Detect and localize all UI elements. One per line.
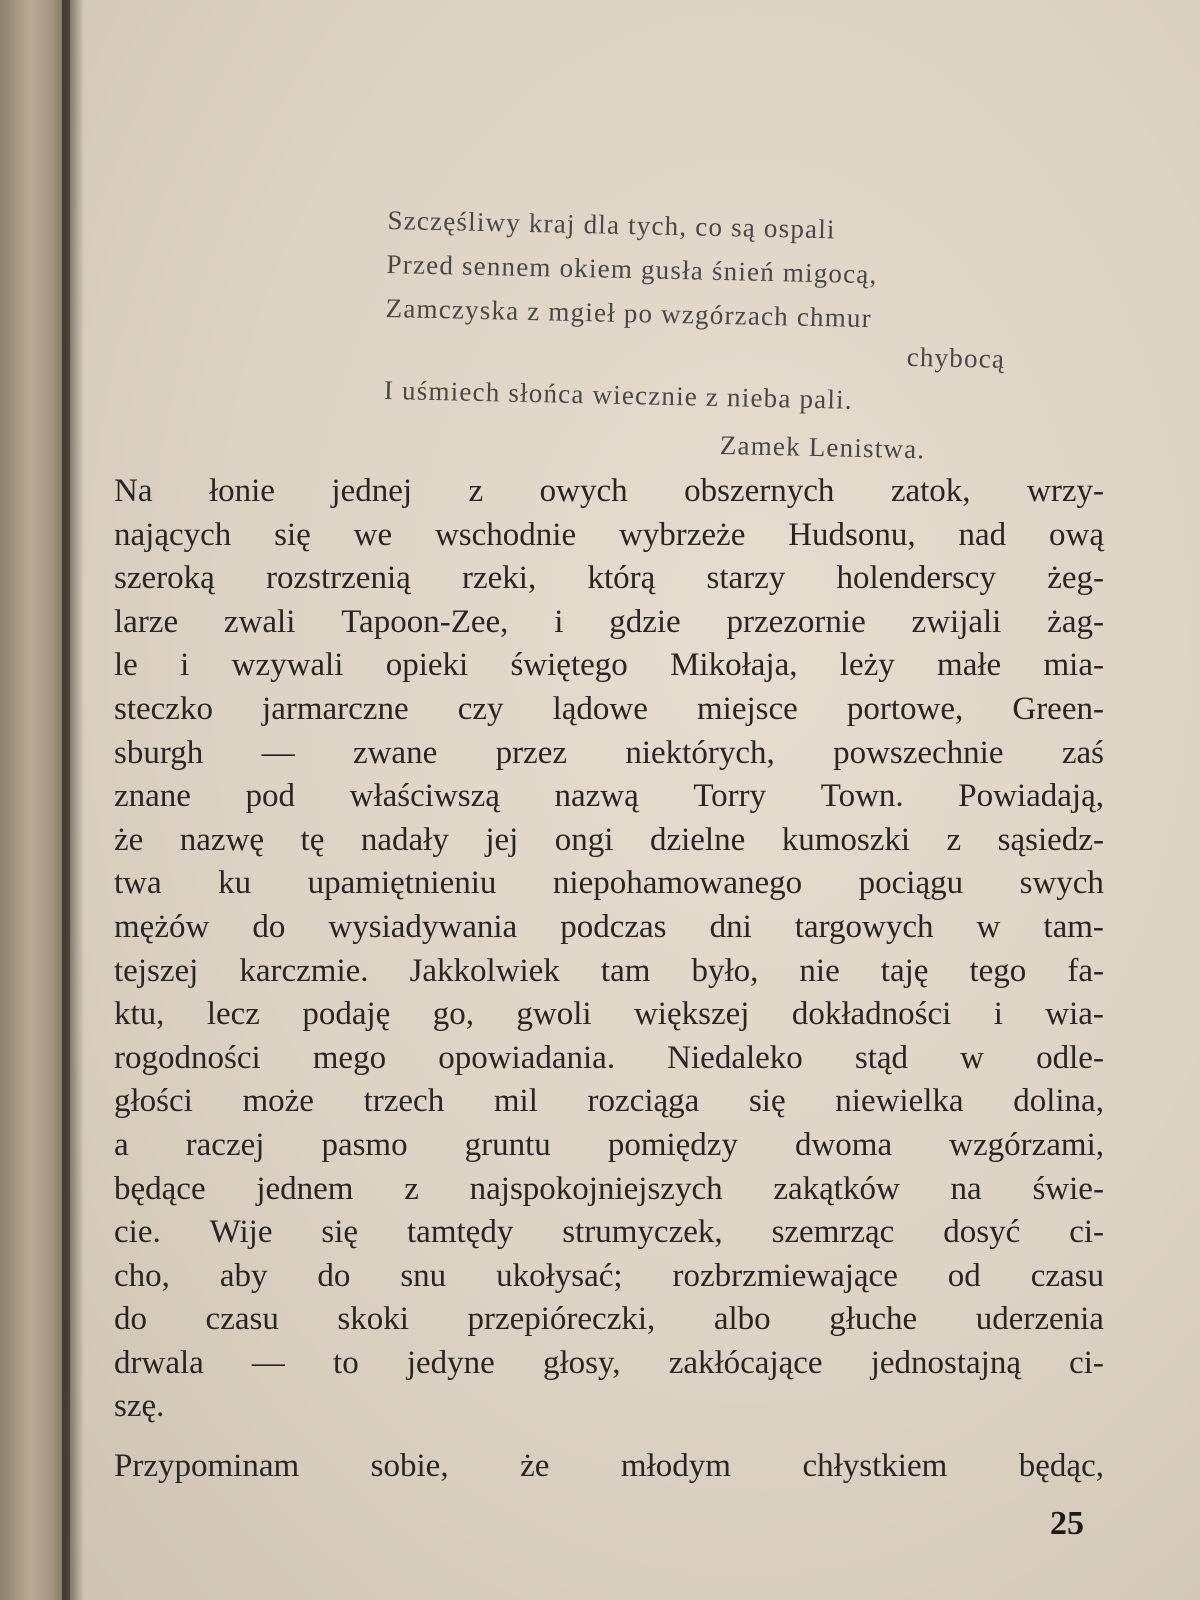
text-line: szę. xyxy=(114,1388,165,1425)
text-line: głości może trzech mil rozciąga się niewielka dolina, xyxy=(114,1083,1104,1120)
body-text xyxy=(114,470,1104,1489)
text-line: le i wzywali opieki świętego Mikołaja, leży małe mia- xyxy=(114,647,1104,684)
text-line: znane pod właściwszą nazwą Torry Town. Powiadają, xyxy=(114,778,1104,815)
text-line: sburgh — zwane przez niektórych, powszechnie zaś xyxy=(114,734,1104,771)
epigraph-line: I uśmiech słońca wiecznie z nieba pali. xyxy=(383,374,854,415)
text-line: tejszej karczmie. Jakkolwiek tam było, nie taję tego fa- xyxy=(114,952,1104,989)
page-number: 25 xyxy=(1050,1505,1084,1542)
text-line: Przypominam sobie, że młodym chłystkiem będąc, xyxy=(114,1448,1104,1485)
text-line: larze zwali Tapoon-Zee, i gdzie przezornie zwijali żag- xyxy=(114,603,1104,640)
text-line: do czasu skoki przepióreczki, albo głuche uderzenia xyxy=(114,1301,1104,1338)
text-line: steczko jarmarczne czy lądowe miejsce portowe, Green- xyxy=(114,690,1104,727)
epigraph-line: chybocą xyxy=(906,341,1006,374)
text-line: a raczej pasmo gruntu pomiędzy dwoma wzgórzami, xyxy=(114,1126,1104,1163)
text-line: szeroką rozstrzenią rzeki, którą starzy holenderscy żeg- xyxy=(114,560,1104,597)
text-line: będące jednem z najspokojniejszych zakątków na świe- xyxy=(114,1170,1104,1207)
epigraph-line: Przed sennem okiem gusła śnień migocą, xyxy=(386,248,878,290)
book-page xyxy=(70,0,1200,1600)
epigraph-line: Zamczyska z mgieł po wzgórzach chmur xyxy=(385,292,873,334)
text-line: cho, aby do snu ukołysać; rozbrzmiewające od czasu xyxy=(114,1257,1104,1294)
epigraph xyxy=(383,198,1088,475)
paragraph-2 xyxy=(114,1445,1104,1489)
epigraph-source: Zamek Lenistwa. xyxy=(719,430,926,465)
left-page-edge xyxy=(0,0,70,1600)
text-line: rogodności mego opowiadania. Niedaleko stąd w odle- xyxy=(114,1039,1104,1076)
paragraph-gap xyxy=(114,1429,1104,1445)
epigraph-line: Szczęśliwy kraj dla tych, co są ospali xyxy=(387,204,836,245)
text-line: nających się we wschodnie wybrzeże Hudsonu, nad ową xyxy=(114,516,1104,553)
paragraph-1 xyxy=(114,470,1104,1429)
text-line: drwala — to jedyne głosy, zakłócające jednostajną ci- xyxy=(114,1344,1104,1381)
text-line: że nazwę tę nadały jej ongi dzielne kumoszki z sąsiedz- xyxy=(114,821,1104,858)
text-line: cie. Wije się tamtędy strumyczek, szemrząc dosyć ci- xyxy=(114,1214,1104,1251)
text-line: mężów do wysiadywania podczas dni targowych w tam- xyxy=(114,908,1104,945)
text-line: ktu, lecz podaję go, gwoli większej dokładności i wia- xyxy=(114,996,1104,1033)
text-line: Na łonie jednej z owych obszernych zatok, wrzy- xyxy=(114,473,1104,509)
text-line: twa ku upamiętnieniu niepohamowanego pociągu swych xyxy=(114,865,1104,902)
book-gutter-shadow xyxy=(62,0,84,1600)
